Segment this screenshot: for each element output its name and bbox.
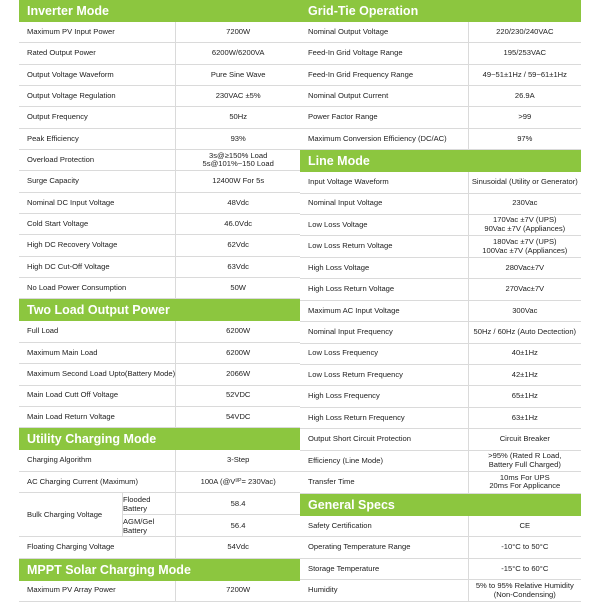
spec-row	[19, 321, 300, 342]
spec-label: Peak Efficiency	[19, 129, 176, 149]
spec-label: Power Factor Range	[300, 107, 469, 127]
spec-row	[300, 236, 581, 257]
spec-row	[19, 129, 300, 150]
spec-label: High DC Cut-Off Voltage	[19, 257, 176, 277]
spec-row	[19, 386, 300, 407]
spec-value: 58.4	[230, 499, 246, 509]
spec-row	[19, 22, 300, 43]
spec-value	[176, 343, 300, 363]
spec-value-text: Sinusoidal (Utility or Generator)	[471, 176, 578, 186]
spec-value	[469, 386, 581, 406]
spec-value-lines	[488, 452, 561, 469]
spec-label: No Load Power Consumption	[19, 278, 176, 298]
spec-value-text: Circuit Breaker	[499, 434, 550, 444]
spec-value	[176, 472, 300, 492]
spec-value	[176, 214, 300, 234]
spec-row	[300, 408, 581, 429]
spec-label: Low Loss Frequency	[300, 344, 469, 364]
spec-value-line: Battery Full Charged)	[488, 459, 561, 469]
spec-row	[19, 537, 300, 558]
spec-value-lines	[482, 238, 567, 255]
spec-value-line: 10ms For UPS	[499, 472, 550, 482]
spec-value-line: 5s@101%~150 Load	[202, 159, 274, 169]
spec-row	[300, 279, 581, 300]
spec-label: Efficiency (Line Mode)	[300, 451, 469, 471]
spec-row	[300, 258, 581, 279]
spec-value-text: 100A (@V	[200, 476, 236, 486]
left-column	[19, 0, 300, 602]
spec-row	[19, 278, 300, 299]
spec-row	[19, 43, 300, 64]
spec-value	[176, 581, 300, 601]
spec-value	[176, 537, 300, 557]
right-column	[300, 0, 581, 602]
spec-value-lines	[203, 152, 274, 169]
spec-label: Nominal Input Voltage	[300, 194, 469, 214]
spec-row	[300, 194, 581, 215]
spec-value	[176, 278, 300, 298]
spec-value-text: 52VDC	[225, 390, 251, 400]
spec-row	[300, 365, 581, 386]
spec-row	[300, 215, 581, 236]
spec-label: Storage Temperature	[300, 559, 469, 580]
spec-row	[19, 214, 300, 235]
spec-value	[469, 65, 581, 85]
spec-value-text: 63Vdc	[227, 261, 249, 271]
spec-value	[176, 65, 300, 85]
spec-label: Maximum Main Load	[19, 343, 176, 363]
spec-value	[469, 365, 581, 385]
spec-value	[176, 321, 300, 341]
spec-label: Operating Temperature Range	[300, 537, 469, 558]
section-header: Grid-Tie Operation	[300, 0, 581, 22]
spec-label: Maximum Conversion Efficiency (DC/AC)	[300, 129, 469, 149]
spec-value	[176, 193, 300, 213]
spec-value-text: 230Vac	[512, 198, 538, 208]
spec-row	[300, 107, 581, 128]
spec-value	[469, 580, 581, 601]
spec-value-text: 54Vdc	[227, 542, 249, 552]
spec-label: Output Short Circuit Protection	[300, 429, 469, 449]
spec-row	[19, 581, 300, 602]
spec-label: Main Load Cutt Off Voltage	[19, 386, 176, 406]
spec-row	[19, 364, 300, 385]
spec-label: Overload Protection	[19, 150, 176, 170]
spec-value-lines	[489, 474, 560, 491]
spec-value	[469, 537, 581, 558]
spec-row	[300, 322, 581, 343]
spec-value-text: -15°C to 60°C	[501, 563, 549, 573]
spec-value-subscript: I/P	[235, 478, 242, 485]
spec-label: Nominal Output Voltage	[300, 22, 469, 42]
spec-label: Rated Output Power	[19, 43, 176, 63]
spec-value-line: 180Vac ±7V (UPS)	[493, 236, 557, 246]
spec-label: Nominal Input Frequency	[300, 322, 469, 342]
spec-value-text: 40±1Hz	[511, 348, 538, 358]
spec-label: Nominal Output Current	[300, 86, 469, 106]
spec-label: Low Loss Return Voltage	[300, 236, 469, 256]
spec-row	[19, 450, 300, 471]
spec-value-text: 6200W/6200VA	[211, 48, 265, 58]
spec-label: Surge Capacity	[19, 171, 176, 191]
spec-value	[176, 107, 300, 127]
battery-type: AGM/Gel Battery	[123, 515, 176, 536]
spec-value-text: 42±1Hz	[511, 369, 538, 379]
spec-value-text: = 230Vac)	[241, 476, 276, 486]
spec-label: Maximum PV Input Power	[19, 22, 176, 42]
spec-value-text: 230VAC ±5%	[215, 90, 261, 100]
spec-value-text: 50W	[230, 282, 246, 292]
spec-value-text: 54VDC	[225, 411, 251, 421]
spec-label: Output Voltage Waveform	[19, 65, 176, 85]
spec-label: Feed-In Grid Voltage Range	[300, 43, 469, 63]
spec-value	[469, 429, 581, 449]
spec-row	[300, 22, 581, 43]
spec-value	[176, 386, 300, 406]
spec-row	[300, 580, 581, 602]
spec-value-lines	[476, 582, 574, 599]
battery-type: Flooded Battery	[123, 493, 176, 514]
spec-row	[300, 129, 581, 150]
spec-value	[469, 516, 581, 537]
spec-value	[469, 279, 581, 299]
spec-value	[469, 472, 581, 492]
spec-label: Safety Certification	[300, 516, 469, 537]
spec-value	[469, 408, 581, 428]
spec-value-text: 195/253VAC	[503, 48, 547, 58]
bulk-subrows	[123, 493, 300, 536]
spec-label: Main Load Return Voltage	[19, 407, 176, 427]
spec-value	[469, 322, 581, 342]
spec-value-line: >95% (Rated R Load,	[488, 451, 562, 461]
spec-value-line: 100Vac ±7V (Appliances)	[482, 245, 568, 255]
spec-value-text: 6200W	[226, 347, 251, 357]
spec-value	[469, 258, 581, 278]
spec-value	[176, 129, 300, 149]
spec-value-line: 20ms For Applicance	[489, 481, 561, 491]
spec-value-line: 5% to 95% Relative Humidity	[475, 580, 574, 590]
spec-value-text: 7200W	[226, 585, 251, 595]
spec-row	[19, 65, 300, 86]
spec-label: Floating Charging Voltage	[19, 537, 176, 557]
spec-row	[300, 172, 581, 193]
spec-row	[300, 65, 581, 86]
spec-value-text: 63±1Hz	[511, 412, 538, 422]
spec-label: High Loss Voltage	[300, 258, 469, 278]
spec-value	[176, 22, 300, 42]
spec-label: Feed-In Grid Frequency Range	[300, 65, 469, 85]
spec-value	[469, 22, 581, 42]
spec-value-text: 280Vac±7V	[505, 262, 545, 272]
spec-value	[469, 344, 581, 364]
spec-value	[176, 235, 300, 255]
section-header: General Specs	[300, 494, 581, 516]
spec-value-lines	[484, 216, 565, 233]
spec-label: Output Frequency	[19, 107, 176, 127]
spec-value	[469, 236, 581, 256]
spec-value	[176, 43, 300, 63]
spec-value	[176, 257, 300, 277]
spec-value	[469, 43, 581, 63]
spec-row	[300, 429, 581, 450]
spec-value-line: 90Vac ±7V (Appliances)	[484, 224, 566, 234]
spec-row	[19, 343, 300, 364]
spec-label: Low Loss Return Frequency	[300, 365, 469, 385]
section-header: Inverter Mode	[19, 0, 300, 22]
spec-value	[469, 86, 581, 106]
spec-row	[300, 43, 581, 64]
spec-row	[19, 86, 300, 107]
spec-value	[469, 301, 581, 321]
section-header: Line Mode	[300, 150, 581, 172]
spec-value	[176, 364, 300, 384]
spec-value-text: 46.0Vdc	[224, 218, 253, 228]
spec-value-text: 50Hz / 60Hz (Auto Dectection)	[473, 326, 577, 336]
spec-label: AC Charging Current (Maximum)	[19, 472, 176, 492]
spec-value-text: -10°C to 50°C	[501, 542, 549, 552]
spec-value	[176, 150, 300, 170]
spec-row	[300, 472, 581, 493]
bulk-subrow	[123, 493, 300, 514]
spec-value	[469, 215, 581, 235]
spec-label: Output Voltage Regulation	[19, 86, 176, 106]
spec-row	[19, 171, 300, 192]
spec-row	[300, 559, 581, 581]
section-header: Utility Charging Mode	[19, 428, 300, 450]
spec-label: Humidity	[300, 580, 469, 601]
spec-label: Cold Start Voltage	[19, 214, 176, 234]
spec-value	[469, 172, 581, 192]
spec-row	[300, 537, 581, 559]
spec-value-text: 12400W For 5s	[212, 176, 265, 186]
spec-value-line: 170Vac ±7V (UPS)	[493, 215, 557, 225]
spec-value-text: 65±1Hz	[511, 391, 538, 401]
spec-row	[19, 235, 300, 256]
spec-value-text: 3-Step	[226, 455, 250, 465]
bulk-charging-row	[19, 493, 300, 537]
spec-value-text: 300Vac	[512, 305, 538, 315]
spec-label: Nominal DC Input Voltage	[19, 193, 176, 213]
spec-label: Low Loss Voltage	[300, 215, 469, 235]
spec-value-text: 97%	[517, 133, 533, 143]
spec-label: High Loss Return Frequency	[300, 408, 469, 428]
spec-row	[300, 344, 581, 365]
spec-label: High DC Recovery Voltage	[19, 235, 176, 255]
spec-value	[469, 194, 581, 214]
section-header: Two Load Output Power	[19, 299, 300, 321]
spec-value-text: >99	[518, 112, 532, 122]
section-header: MPPT Solar Charging Mode	[19, 559, 300, 581]
spec-row	[19, 472, 300, 493]
spec-label: High Loss Frequency	[300, 386, 469, 406]
spec-value-text: 7200W	[226, 26, 251, 36]
spec-row	[300, 386, 581, 407]
spec-label: Maximum PV Array Power	[19, 581, 176, 601]
spec-value	[469, 107, 581, 127]
spec-value-text: 26.9A	[514, 90, 535, 100]
spec-label: Charging Algorithm	[19, 450, 176, 470]
spec-row	[19, 257, 300, 278]
bulk-subrow	[123, 514, 300, 536]
spec-value: 56.4	[230, 521, 246, 531]
spec-value	[176, 171, 300, 191]
spec-row	[300, 451, 581, 472]
spec-value-line: (Non-Condensing)	[493, 589, 556, 599]
spec-row	[19, 107, 300, 128]
spec-value-text: 93%	[230, 133, 246, 143]
spec-value	[469, 129, 581, 149]
spec-label: Full Load	[19, 321, 176, 341]
spec-label: Bulk Charging Voltage	[19, 493, 123, 536]
spec-label: High Loss Return Voltage	[300, 279, 469, 299]
spec-value-text: CE	[519, 520, 531, 530]
spec-label: Maximum AC Input Voltage	[300, 301, 469, 321]
spec-value-text: 2066W	[226, 369, 251, 379]
spec-value-text: 6200W	[226, 326, 251, 336]
spec-row	[19, 407, 300, 428]
spec-value	[176, 407, 300, 427]
spec-value	[469, 559, 581, 580]
spec-value-text: 49~51±1Hz / 59~61±1Hz	[482, 69, 567, 79]
spec-label: Transfer Time	[300, 472, 469, 492]
spec-value-text: Pure Sine Wave	[210, 69, 266, 79]
spec-row	[300, 301, 581, 322]
spec-value-text: 50Hz	[229, 112, 248, 122]
spec-value-text: 48Vdc	[227, 197, 249, 207]
spec-label: Maximum Second Load Upto(Battery Mode)	[19, 364, 176, 384]
spec-row	[19, 193, 300, 214]
spec-row	[19, 150, 300, 171]
spec-value	[469, 451, 581, 471]
spec-value-text: 220/230/240VAC	[496, 26, 554, 36]
spec-value-line: 3s@≥150% Load	[209, 150, 268, 160]
spec-row	[300, 86, 581, 107]
spec-value-text: 270Vac±7V	[505, 284, 545, 294]
spec-row	[300, 516, 581, 538]
spec-label: Input Voltage Waveform	[300, 172, 469, 192]
spec-value-text: 62Vdc	[227, 240, 249, 250]
spec-value	[176, 86, 300, 106]
spec-value	[176, 450, 300, 470]
